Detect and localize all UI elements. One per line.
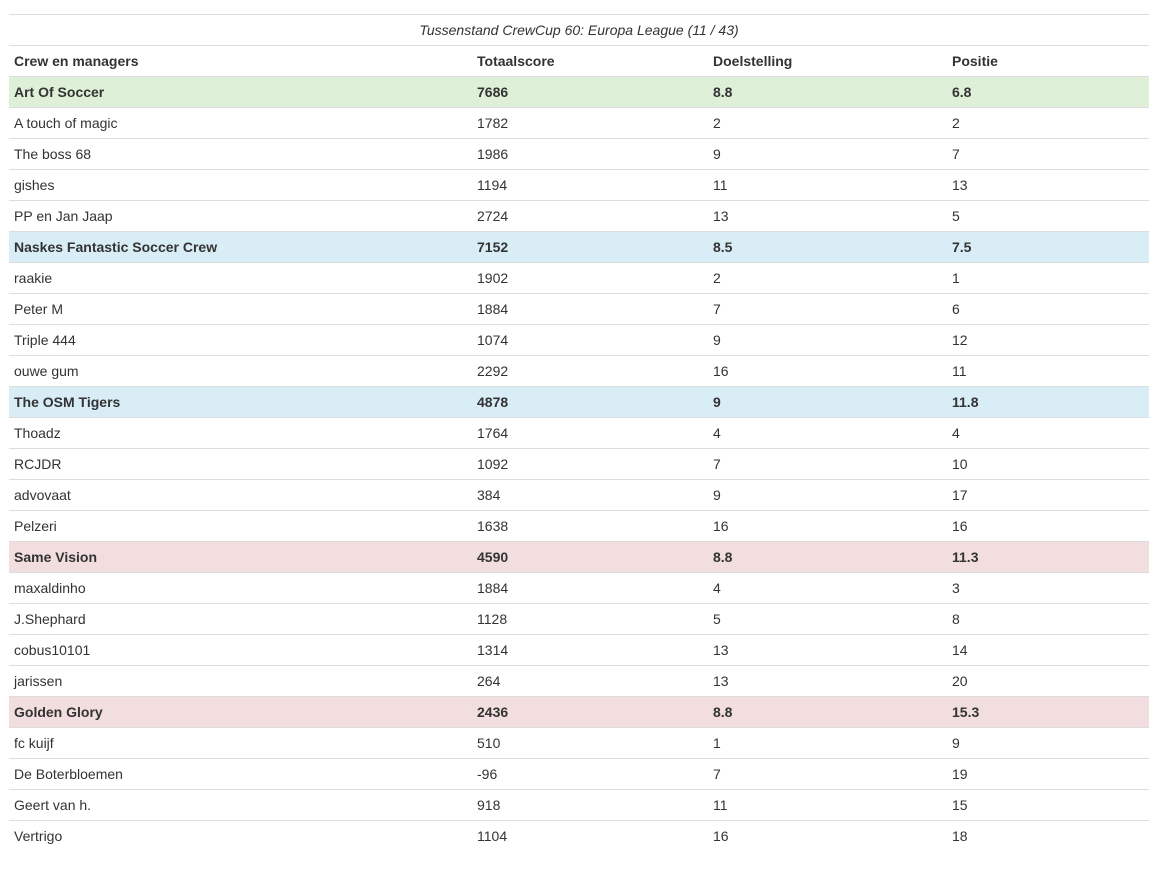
manager-totaalscore-cell: 1314 xyxy=(472,635,708,666)
crew-doelstelling-cell: 8.8 xyxy=(708,542,947,573)
manager-positie-cell: 7 xyxy=(947,139,1149,170)
crew-totaalscore-cell: 4878 xyxy=(472,387,708,418)
table-caption: Tussenstand CrewCup 60: Europa League (11 / 43) xyxy=(9,14,1149,45)
manager-positie-cell: 12 xyxy=(947,325,1149,356)
manager-row xyxy=(9,263,1149,294)
standings-container xyxy=(9,14,1149,851)
manager-name-cell: Pelzeri xyxy=(9,511,472,542)
crew-positie-cell: 11.3 xyxy=(947,542,1149,573)
manager-name-cell: gishes xyxy=(9,170,472,201)
manager-row xyxy=(9,201,1149,232)
manager-positie-cell: 9 xyxy=(947,728,1149,759)
header-doelstelling: Doelstelling xyxy=(708,46,947,77)
manager-doelstelling-cell: 16 xyxy=(708,356,947,387)
manager-name-cell: RCJDR xyxy=(9,449,472,480)
header-crew-en-managers: Crew en managers xyxy=(9,46,472,77)
crew-positie-cell: 11.8 xyxy=(947,387,1149,418)
manager-name-cell: De Boterbloemen xyxy=(9,759,472,790)
manager-doelstelling-cell: 4 xyxy=(708,573,947,604)
crew-name-cell: Naskes Fantastic Soccer Crew xyxy=(9,232,472,263)
manager-name-cell: The boss 68 xyxy=(9,139,472,170)
manager-name-cell: J.Shephard xyxy=(9,604,472,635)
crew-row xyxy=(9,232,1149,263)
manager-totaalscore-cell: 1764 xyxy=(472,418,708,449)
crew-row xyxy=(9,77,1149,108)
manager-totaalscore-cell: 1194 xyxy=(472,170,708,201)
manager-doelstelling-cell: 7 xyxy=(708,759,947,790)
manager-positie-cell: 1 xyxy=(947,263,1149,294)
manager-row xyxy=(9,480,1149,511)
manager-name-cell: advovaat xyxy=(9,480,472,511)
manager-row xyxy=(9,511,1149,542)
crew-doelstelling-cell: 8.8 xyxy=(708,697,947,728)
crew-name-cell: Same Vision xyxy=(9,542,472,573)
manager-name-cell: Triple 444 xyxy=(9,325,472,356)
manager-positie-cell: 15 xyxy=(947,790,1149,821)
manager-totaalscore-cell: 1074 xyxy=(472,325,708,356)
manager-name-cell: PP en Jan Jaap xyxy=(9,201,472,232)
manager-name-cell: Geert van h. xyxy=(9,790,472,821)
manager-positie-cell: 8 xyxy=(947,604,1149,635)
manager-positie-cell: 11 xyxy=(947,356,1149,387)
crew-row xyxy=(9,542,1149,573)
manager-row xyxy=(9,418,1149,449)
manager-name-cell: jarissen xyxy=(9,666,472,697)
manager-positie-cell: 5 xyxy=(947,201,1149,232)
manager-row xyxy=(9,821,1149,852)
manager-name-cell: maxaldinho xyxy=(9,573,472,604)
manager-doelstelling-cell: 11 xyxy=(708,790,947,821)
manager-totaalscore-cell: 918 xyxy=(472,790,708,821)
manager-totaalscore-cell: -96 xyxy=(472,759,708,790)
manager-name-cell: A touch of magic xyxy=(9,108,472,139)
manager-positie-cell: 13 xyxy=(947,170,1149,201)
manager-doelstelling-cell: 1 xyxy=(708,728,947,759)
table-body xyxy=(9,77,1149,852)
crew-totaalscore-cell: 2436 xyxy=(472,697,708,728)
manager-doelstelling-cell: 13 xyxy=(708,201,947,232)
manager-totaalscore-cell: 1986 xyxy=(472,139,708,170)
manager-row xyxy=(9,759,1149,790)
manager-doelstelling-cell: 9 xyxy=(708,139,947,170)
manager-totaalscore-cell: 510 xyxy=(472,728,708,759)
manager-totaalscore-cell: 1782 xyxy=(472,108,708,139)
manager-doelstelling-cell: 4 xyxy=(708,418,947,449)
standings-table xyxy=(9,14,1149,851)
crew-doelstelling-cell: 9 xyxy=(708,387,947,418)
manager-positie-cell: 20 xyxy=(947,666,1149,697)
crew-totaalscore-cell: 7152 xyxy=(472,232,708,263)
manager-row xyxy=(9,294,1149,325)
table-header xyxy=(9,46,1149,77)
manager-name-cell: fc kuijf xyxy=(9,728,472,759)
manager-row xyxy=(9,356,1149,387)
manager-name-cell: raakie xyxy=(9,263,472,294)
manager-totaalscore-cell: 1128 xyxy=(472,604,708,635)
crew-name-cell: The OSM Tigers xyxy=(9,387,472,418)
manager-doelstelling-cell: 5 xyxy=(708,604,947,635)
manager-row xyxy=(9,666,1149,697)
manager-positie-cell: 16 xyxy=(947,511,1149,542)
manager-doelstelling-cell: 13 xyxy=(708,635,947,666)
manager-doelstelling-cell: 13 xyxy=(708,666,947,697)
manager-totaalscore-cell: 1092 xyxy=(472,449,708,480)
manager-row xyxy=(9,139,1149,170)
crew-totaalscore-cell: 7686 xyxy=(472,77,708,108)
manager-doelstelling-cell: 9 xyxy=(708,325,947,356)
manager-totaalscore-cell: 1104 xyxy=(472,821,708,852)
crew-positie-cell: 7.5 xyxy=(947,232,1149,263)
manager-totaalscore-cell: 1638 xyxy=(472,511,708,542)
manager-totaalscore-cell: 1884 xyxy=(472,294,708,325)
crew-doelstelling-cell: 8.5 xyxy=(708,232,947,263)
manager-positie-cell: 3 xyxy=(947,573,1149,604)
manager-positie-cell: 4 xyxy=(947,418,1149,449)
manager-doelstelling-cell: 9 xyxy=(708,480,947,511)
manager-positie-cell: 6 xyxy=(947,294,1149,325)
manager-doelstelling-cell: 11 xyxy=(708,170,947,201)
crew-positie-cell: 15.3 xyxy=(947,697,1149,728)
manager-row xyxy=(9,790,1149,821)
manager-row xyxy=(9,325,1149,356)
manager-positie-cell: 18 xyxy=(947,821,1149,852)
manager-row xyxy=(9,635,1149,666)
manager-name-cell: Vertrigo xyxy=(9,821,472,852)
manager-doelstelling-cell: 2 xyxy=(708,108,947,139)
manager-doelstelling-cell: 16 xyxy=(708,511,947,542)
crew-totaalscore-cell: 4590 xyxy=(472,542,708,573)
crew-row xyxy=(9,387,1149,418)
manager-positie-cell: 2 xyxy=(947,108,1149,139)
manager-positie-cell: 10 xyxy=(947,449,1149,480)
manager-totaalscore-cell: 264 xyxy=(472,666,708,697)
header-positie: Positie xyxy=(947,46,1149,77)
manager-positie-cell: 17 xyxy=(947,480,1149,511)
manager-doelstelling-cell: 2 xyxy=(708,263,947,294)
manager-totaalscore-cell: 1884 xyxy=(472,573,708,604)
manager-positie-cell: 14 xyxy=(947,635,1149,666)
manager-row xyxy=(9,449,1149,480)
manager-row xyxy=(9,573,1149,604)
manager-row xyxy=(9,604,1149,635)
manager-totaalscore-cell: 1902 xyxy=(472,263,708,294)
manager-totaalscore-cell: 2292 xyxy=(472,356,708,387)
manager-positie-cell: 19 xyxy=(947,759,1149,790)
crew-name-cell: Art Of Soccer xyxy=(9,77,472,108)
manager-name-cell: Peter M xyxy=(9,294,472,325)
crew-name-cell: Golden Glory xyxy=(9,697,472,728)
manager-name-cell: Thoadz xyxy=(9,418,472,449)
manager-totaalscore-cell: 2724 xyxy=(472,201,708,232)
manager-name-cell: cobus10101 xyxy=(9,635,472,666)
header-totaalscore: Totaalscore xyxy=(472,46,708,77)
header-row xyxy=(9,46,1149,77)
manager-row xyxy=(9,728,1149,759)
manager-doelstelling-cell: 7 xyxy=(708,294,947,325)
manager-row xyxy=(9,170,1149,201)
crew-doelstelling-cell: 8.8 xyxy=(708,77,947,108)
crew-row xyxy=(9,697,1149,728)
manager-doelstelling-cell: 16 xyxy=(708,821,947,852)
crew-positie-cell: 6.8 xyxy=(947,77,1149,108)
manager-totaalscore-cell: 384 xyxy=(472,480,708,511)
manager-name-cell: ouwe gum xyxy=(9,356,472,387)
manager-row xyxy=(9,108,1149,139)
manager-doelstelling-cell: 7 xyxy=(708,449,947,480)
